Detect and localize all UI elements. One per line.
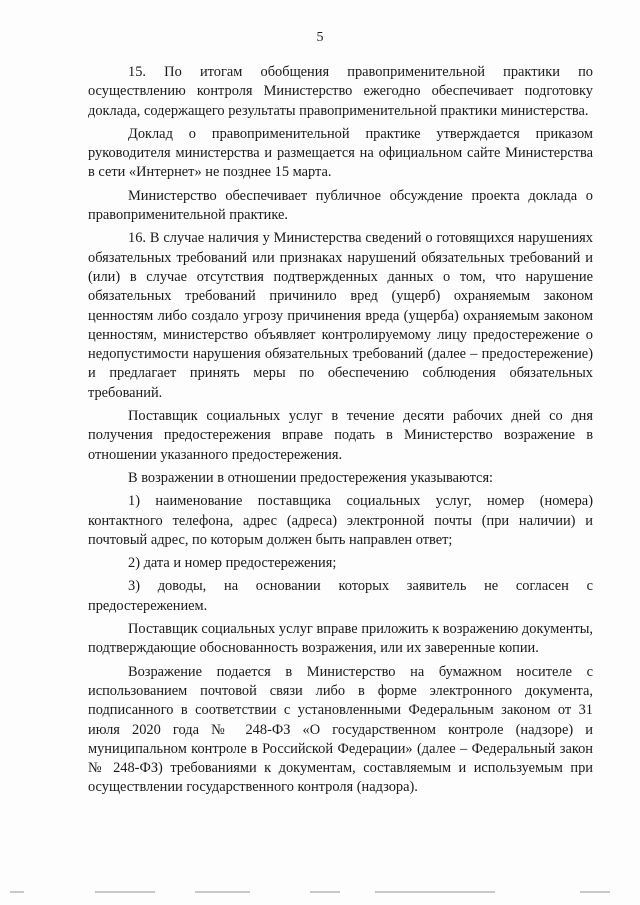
scan-artifact bbox=[375, 891, 495, 893]
paragraph-attachments: Поставщик социальных услуг вправе приложить к возражению документы, подтверждающие обоснованность возражения, или их заверенные копии. bbox=[88, 621, 593, 657]
scan-artifact bbox=[10, 891, 24, 893]
scan-artifact bbox=[310, 891, 340, 893]
paragraph-report-approval: Доклад о правоприменительной практике утверждается приказом руководителя министерства и размещается на официальном сайте Министерства в сети «Интернет» не позднее 15 марта. bbox=[88, 125, 593, 181]
document-body bbox=[88, 63, 593, 802]
paragraph-public-discussion: Министерство обеспечивает публичное обсуждение проекта доклада о правоприменительной практике. bbox=[88, 187, 593, 224]
scan-artifact bbox=[580, 891, 610, 893]
list-item-1: 1) наименование поставщика социальных услуг, номер (номера) контактного телефона, адрес (адреса) электронной почты (при наличии) и почтовый адрес, по которым должен быть направлен ответ; bbox=[88, 493, 593, 548]
paragraph-objection-right: Поставщик социальных услуг в течение десяти рабочих дней со дня получения предостережения вправе подать в Министерство возражение в отношении указанного предостережения. bbox=[88, 408, 593, 463]
paragraph-16: 16. В случае наличия у Министерства сведений о готовящихся нарушениях обязательных требований или признаках нарушений обязательных требований и (или) в случае отсутствия подтвержденных данных о том, что нарушение обязательных требований причинило вред (ущерб) охраняемым законом ценностям либо создало угрозу причинения вреда (ущерба) охраняемым законом ценностям, министерство объявляет контролируемому лицу предостережение о недопустимости нарушения обязательных требований (далее – предостережение) и предлагает принять меры по обеспечению соблюдения обязательных требований. bbox=[88, 230, 593, 401]
list-item-3: 3) доводы, на основании которых заявитель не согласен с предостережением. bbox=[88, 578, 593, 614]
paragraph-submission: Возражение подается в Министерство на бумажном носителе с использованием почтовой связи либо в форме электронного документа, подписанного в соответствии с установленными Федеральным законом от 31 июля 2020 года № 248-ФЗ «О государственном контроле (надзоре) и муниципальном контроле в Российской Федерации» (далее – Федеральный закон № 248-ФЗ) требованиями к документам, составляемым и используемым при осуществлении государственного контроля (надзора). bbox=[88, 663, 593, 796]
scan-artifact bbox=[195, 891, 250, 893]
list-item-2: 2) дата и номер предостережения; bbox=[128, 555, 337, 572]
scan-edge-artifact bbox=[10, 889, 630, 893]
page-number: 5 bbox=[316, 30, 324, 45]
paragraph-objection-contents: В возражении в отношении предостережения указываются: bbox=[128, 469, 494, 486]
paragraph-15: 15. По итогам обобщения правоприменительной практики по осуществлению контроля Министерство ежегодно обеспечивает подготовку доклада, содержащего результаты правоприменительной практики министерства. bbox=[88, 64, 593, 119]
scan-artifact bbox=[95, 891, 155, 893]
